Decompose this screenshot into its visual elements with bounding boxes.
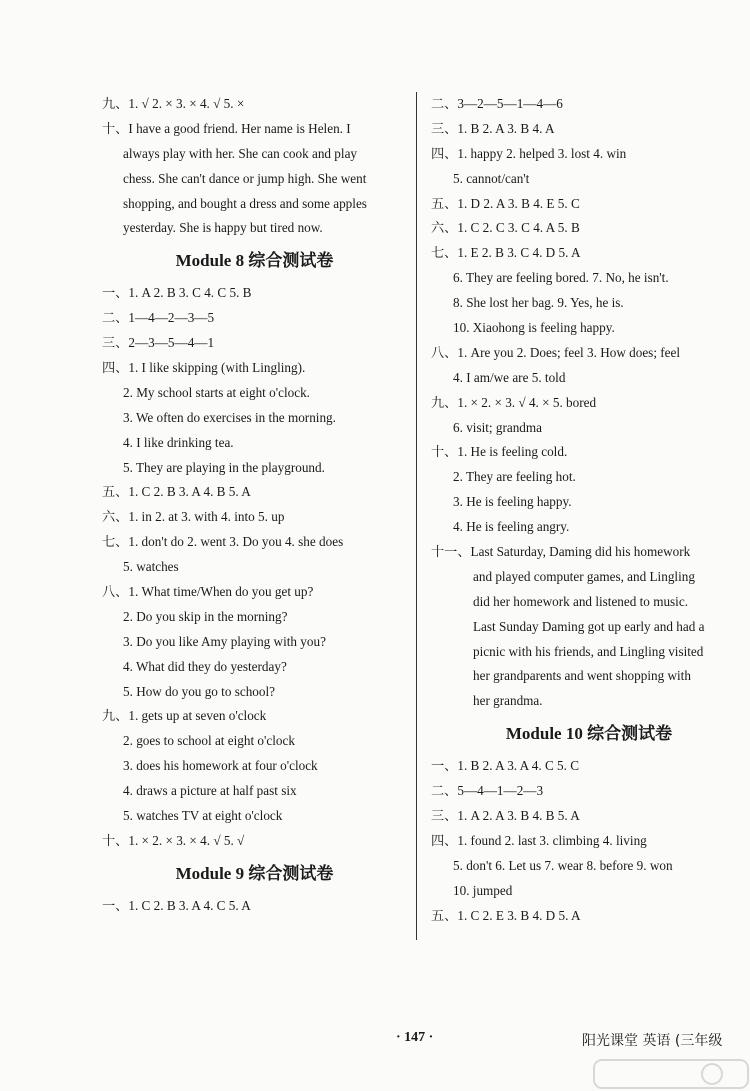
answer-line: and played computer games, and Lingling (473, 568, 695, 584)
answer-line: 2. They are feeling hot. (453, 469, 576, 485)
answer-line: 10. Xiaohong is feeling happy. (453, 320, 615, 336)
answer-line: 8. She lost her bag. 9. Yes, he is. (453, 295, 624, 311)
answer-line: 一、1. A 2. B 3. C 4. C 5. B (102, 285, 252, 301)
answer-line: her grandparents and went shopping with (473, 668, 691, 684)
column-divider (416, 92, 417, 940)
module-8-title: Module 8 综合测试卷 (175, 251, 334, 271)
answer-line: 3. Do you like Amy playing with you? (123, 633, 326, 649)
answer-line: 五、1. D 2. A 3. B 4. E 5. C (431, 195, 580, 211)
answer-line: 四、1. I like skipping (with Lingling). (102, 360, 306, 376)
answer-line: 九、1. gets up at seven o'clock (102, 708, 267, 724)
answer-line: 2. My school starts at eight o'clock. (123, 384, 310, 400)
answer-line: always play with her. She can cook and play (123, 145, 358, 161)
answer-line: 4. I like drinking tea. (123, 434, 234, 450)
right-column (431, 92, 747, 929)
answer-line: 4. I am/we are 5. told (453, 369, 566, 385)
answer-line: 5. How do you go to school? (123, 683, 276, 699)
answer-line: 五、1. C 2. B 3. A 4. B 5. A (102, 484, 251, 500)
answer-line: 5. cannot/can't (453, 170, 530, 186)
answer-line: 5. don't 6. Let us 7. wear 8. before 9. won (453, 857, 673, 873)
page-number: · 147 · (396, 1030, 434, 1045)
answer-line: 三、1. A 2. A 3. B 4. B 5. A (431, 808, 580, 824)
answer-line: 一、1. C 2. B 3. A 4. C 5. A (102, 897, 251, 913)
answer-line: Last Sunday Daming got up early and had a (473, 618, 705, 634)
answer-line: 七、1. E 2. B 3. C 4. D 5. A (431, 245, 581, 261)
answer-line: 5. watches TV at eight o'clock (123, 808, 283, 824)
module-10-title: Module 10 综合测试卷 (505, 724, 673, 744)
answer-line: 二、3—2—5—1—4—6 (431, 96, 563, 111)
page-footer (0, 1030, 750, 1054)
answer-line: 4. draws a picture at half past six (123, 783, 297, 799)
answer-line: 四、1. happy 2. helped 3. lost 4. win (431, 145, 627, 161)
answer-line: 3. We often do exercises in the morning. (123, 409, 336, 425)
answer-line: 2. Do you skip in the morning? (123, 608, 288, 624)
answer-line: 二、1—4—2—3—5 (102, 310, 215, 326)
answer-line: 5. They are playing in the playground. (123, 459, 325, 475)
answer-line: 4. What did they do yesterday? (123, 658, 287, 674)
answer-line: picnic with his friends, and Lingling visited (473, 643, 704, 659)
answer-line: 三、1. B 2. A 3. B 4. A (431, 120, 555, 136)
answer-line: 3. does his homework at four o'clock (123, 758, 318, 774)
answer-line: 十一、Last Saturday, Daming did his homework (431, 544, 691, 560)
watermark-logo-icon (592, 1056, 750, 1091)
answer-line: 三、2—3—5—4—1 (102, 335, 215, 351)
answer-line: 六、1. C 2. C 3. C 4. A 5. B (431, 220, 580, 236)
answer-line: did her homework and listened to music. (473, 593, 688, 609)
answer-line: 五、1. C 2. E 3. B 4. D 5. A (431, 907, 581, 923)
left-column (102, 92, 407, 919)
answer-line: 二、5—4—1—2—3 (431, 783, 544, 799)
book-info: 阳光课堂 英语 (三年级 (582, 1033, 723, 1049)
answer-line: 5. watches (123, 559, 179, 575)
answer-line: 4. He is feeling angry. (453, 519, 570, 535)
answer-line: 九、1. × 2. × 3. √ 4. × 5. bored (431, 394, 597, 410)
answer-line: 四、1. found 2. last 3. climbing 4. living (431, 832, 647, 848)
answer-line: 十、I have a good friend. Her name is Helen. I (102, 120, 351, 136)
answer-line: 一、1. B 2. A 3. A 4. C 5. C (431, 758, 580, 774)
answer-line: 七、1. don't do 2. went 3. Do you 4. she does (102, 534, 344, 550)
answer-line: 6. They are feeling bored. 7. No, he isn't. (453, 270, 669, 286)
answer-line: her grandma. (473, 693, 543, 709)
answer-line: 2. goes to school at eight o'clock (123, 733, 295, 749)
answer-line: 八、1. Are you 2. Does; feel 3. How does; feel (431, 344, 681, 360)
answer-line: 十、1. × 2. × 3. × 4. √ 5. √ (102, 832, 245, 848)
answer-line: 6. visit; grandma (453, 419, 543, 435)
answer-line: 十、1. He is feeling cold. (431, 444, 568, 460)
answer-line: yesterday. She is happy but tired now. (123, 220, 323, 236)
answer-line: chess. She can't dance or jump high. She went (123, 170, 367, 186)
module-9-title: Module 9 综合测试卷 (175, 863, 334, 883)
answer-line: 八、1. What time/When do you get up? (102, 584, 314, 600)
answer-line: shopping, and bought a dress and some apples (123, 195, 367, 211)
answer-line: 九、1. √ 2. × 3. × 4. √ 5. × (102, 96, 245, 111)
answer-line: 10. jumped (453, 882, 513, 898)
answer-line: 3. He is feeling happy. (453, 494, 572, 510)
answer-line: 六、1. in 2. at 3. with 4. into 5. up (102, 509, 285, 525)
